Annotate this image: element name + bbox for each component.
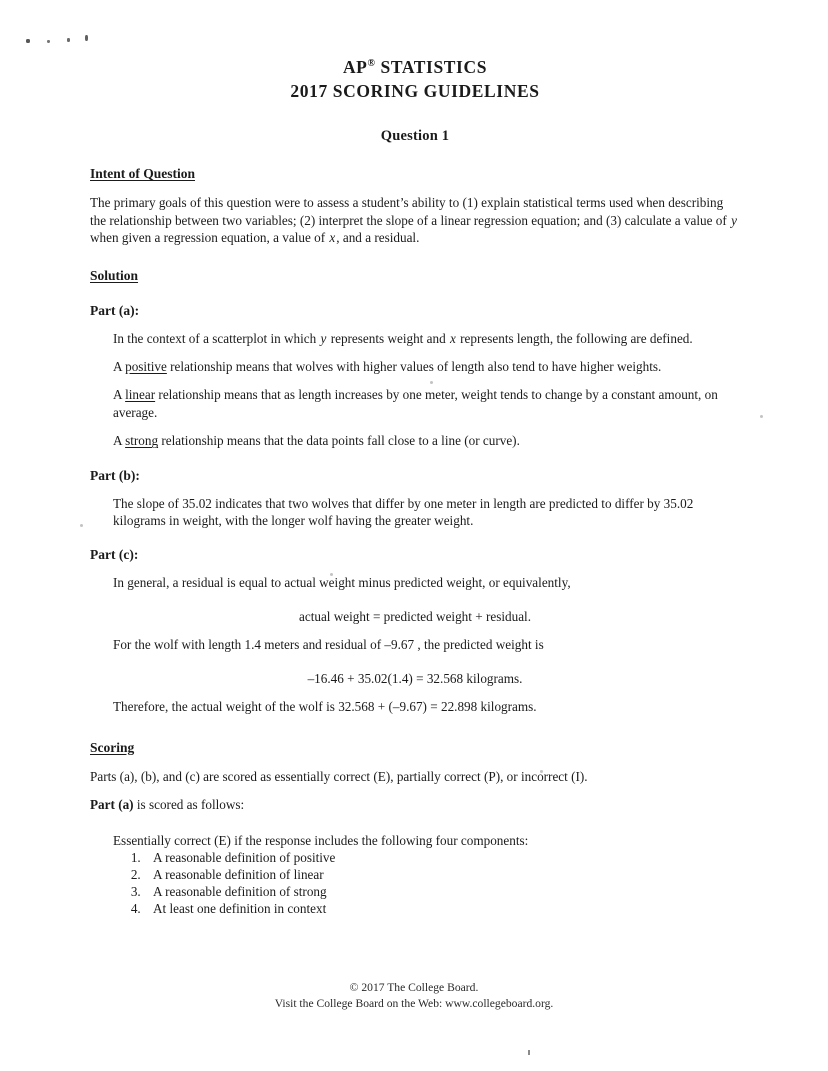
title-line-1: AP® STATISTICS	[342, 57, 488, 77]
variable-y: y	[320, 330, 327, 346]
components-list	[126, 850, 740, 918]
scan-speck	[528, 1050, 530, 1055]
term-positive: positive	[125, 358, 167, 374]
part-a-bold-label: Part (a)	[90, 797, 134, 812]
question-heading: Question 1	[380, 128, 450, 145]
definition-strong: A strong relationship means that the data points fall close to a line (or curve).	[113, 433, 520, 449]
term-strong: strong	[125, 433, 159, 449]
scoring-part-a-label: Part (a) is scored as follows:	[90, 797, 245, 812]
part-c-body-1: In general, a residual is equal to actual weight minus predicted weight, or equivalently,	[113, 575, 571, 591]
scan-artifact-specks	[26, 30, 116, 50]
scoring-section	[90, 716, 740, 918]
variable-y: y	[731, 212, 737, 228]
part-c-body-2: For the wolf with length 1.4 meters and residual of –9.67 , the predicted weight is	[113, 637, 544, 653]
part-c-heading: Part (c):	[90, 547, 139, 563]
scan-speck	[80, 524, 83, 527]
part-a-intro: In the context of a scatterplot in which y represents weight and x represents length, the following are defined.	[113, 330, 693, 346]
definition-linear: A linear relationship means that as length increases by one meter, weight tends to change by a constant amount, on average.	[113, 387, 718, 420]
document-body	[90, 56, 740, 917]
part-a-heading: Part (a):	[90, 302, 140, 318]
scoring-intro: Parts (a), (b), and (c) are scored as essentially correct (E), partially correct (P), or incorrect (I).	[90, 768, 588, 784]
scan-speck	[85, 35, 88, 41]
list-item: 1. A reasonable definition of positive	[144, 850, 740, 867]
intent-section	[90, 145, 740, 246]
scan-speck	[67, 38, 70, 42]
title-line-2: 2017 SCORING GUIDELINES	[290, 80, 540, 101]
part-b-heading: Part (b):	[90, 467, 140, 483]
list-item: 3. A reasonable definition of strong	[144, 884, 740, 901]
solution-section	[90, 247, 740, 716]
equation-predicted-weight: –16.46 + 35.02(1.4) = 32.568 kilograms.	[307, 670, 523, 686]
intent-heading: Intent of Question	[90, 166, 196, 182]
part-b-body: The slope of 35.02 indicates that two wolves that differ by one meter in length are predicted to differ by 35.02 kilograms in weight, with the longer wolf having the greater weight.	[113, 495, 694, 529]
variable-x: x	[329, 230, 336, 246]
essentially-correct-line: Essentially correct (E) if the response includes the following four components:	[113, 833, 529, 849]
list-item: 2. A reasonable definition of linear	[144, 867, 740, 884]
copyright-line: © 2017 The College Board.	[349, 981, 479, 994]
scoring-heading: Scoring	[90, 739, 135, 755]
solution-heading: Solution	[90, 267, 139, 283]
page-footer	[0, 980, 828, 1011]
page-title	[90, 56, 740, 103]
term-linear: linear	[125, 387, 156, 403]
list-item: 4. At least one definition in context	[144, 901, 740, 918]
website-line: Visit the College Board on the Web: www.collegeboard.org.	[274, 996, 554, 1010]
scan-speck	[26, 39, 30, 43]
equation-residual-definition: actual weight = predicted weight + residual.	[298, 608, 532, 624]
scan-speck	[760, 415, 763, 418]
registered-trademark-icon: ®	[367, 58, 376, 70]
scan-speck	[47, 40, 50, 43]
intent-paragraph: The primary goals of this question were to assess a student’s ability to (1) explain statistical terms used when describing the relationship between two variables; (2) interpret the slope of a linear regression equation; and (3) calculate a value of y when given a regression equation, a value of x, and a residual.	[90, 195, 737, 246]
definition-positive: A positive relationship means that wolves with higher values of length also tend to have higher weights.	[113, 358, 662, 374]
variable-x: x	[450, 330, 456, 346]
part-c-body-3: Therefore, the actual weight of the wolf is 32.568 + (–9.67) = 22.898 kilograms.	[113, 699, 537, 715]
